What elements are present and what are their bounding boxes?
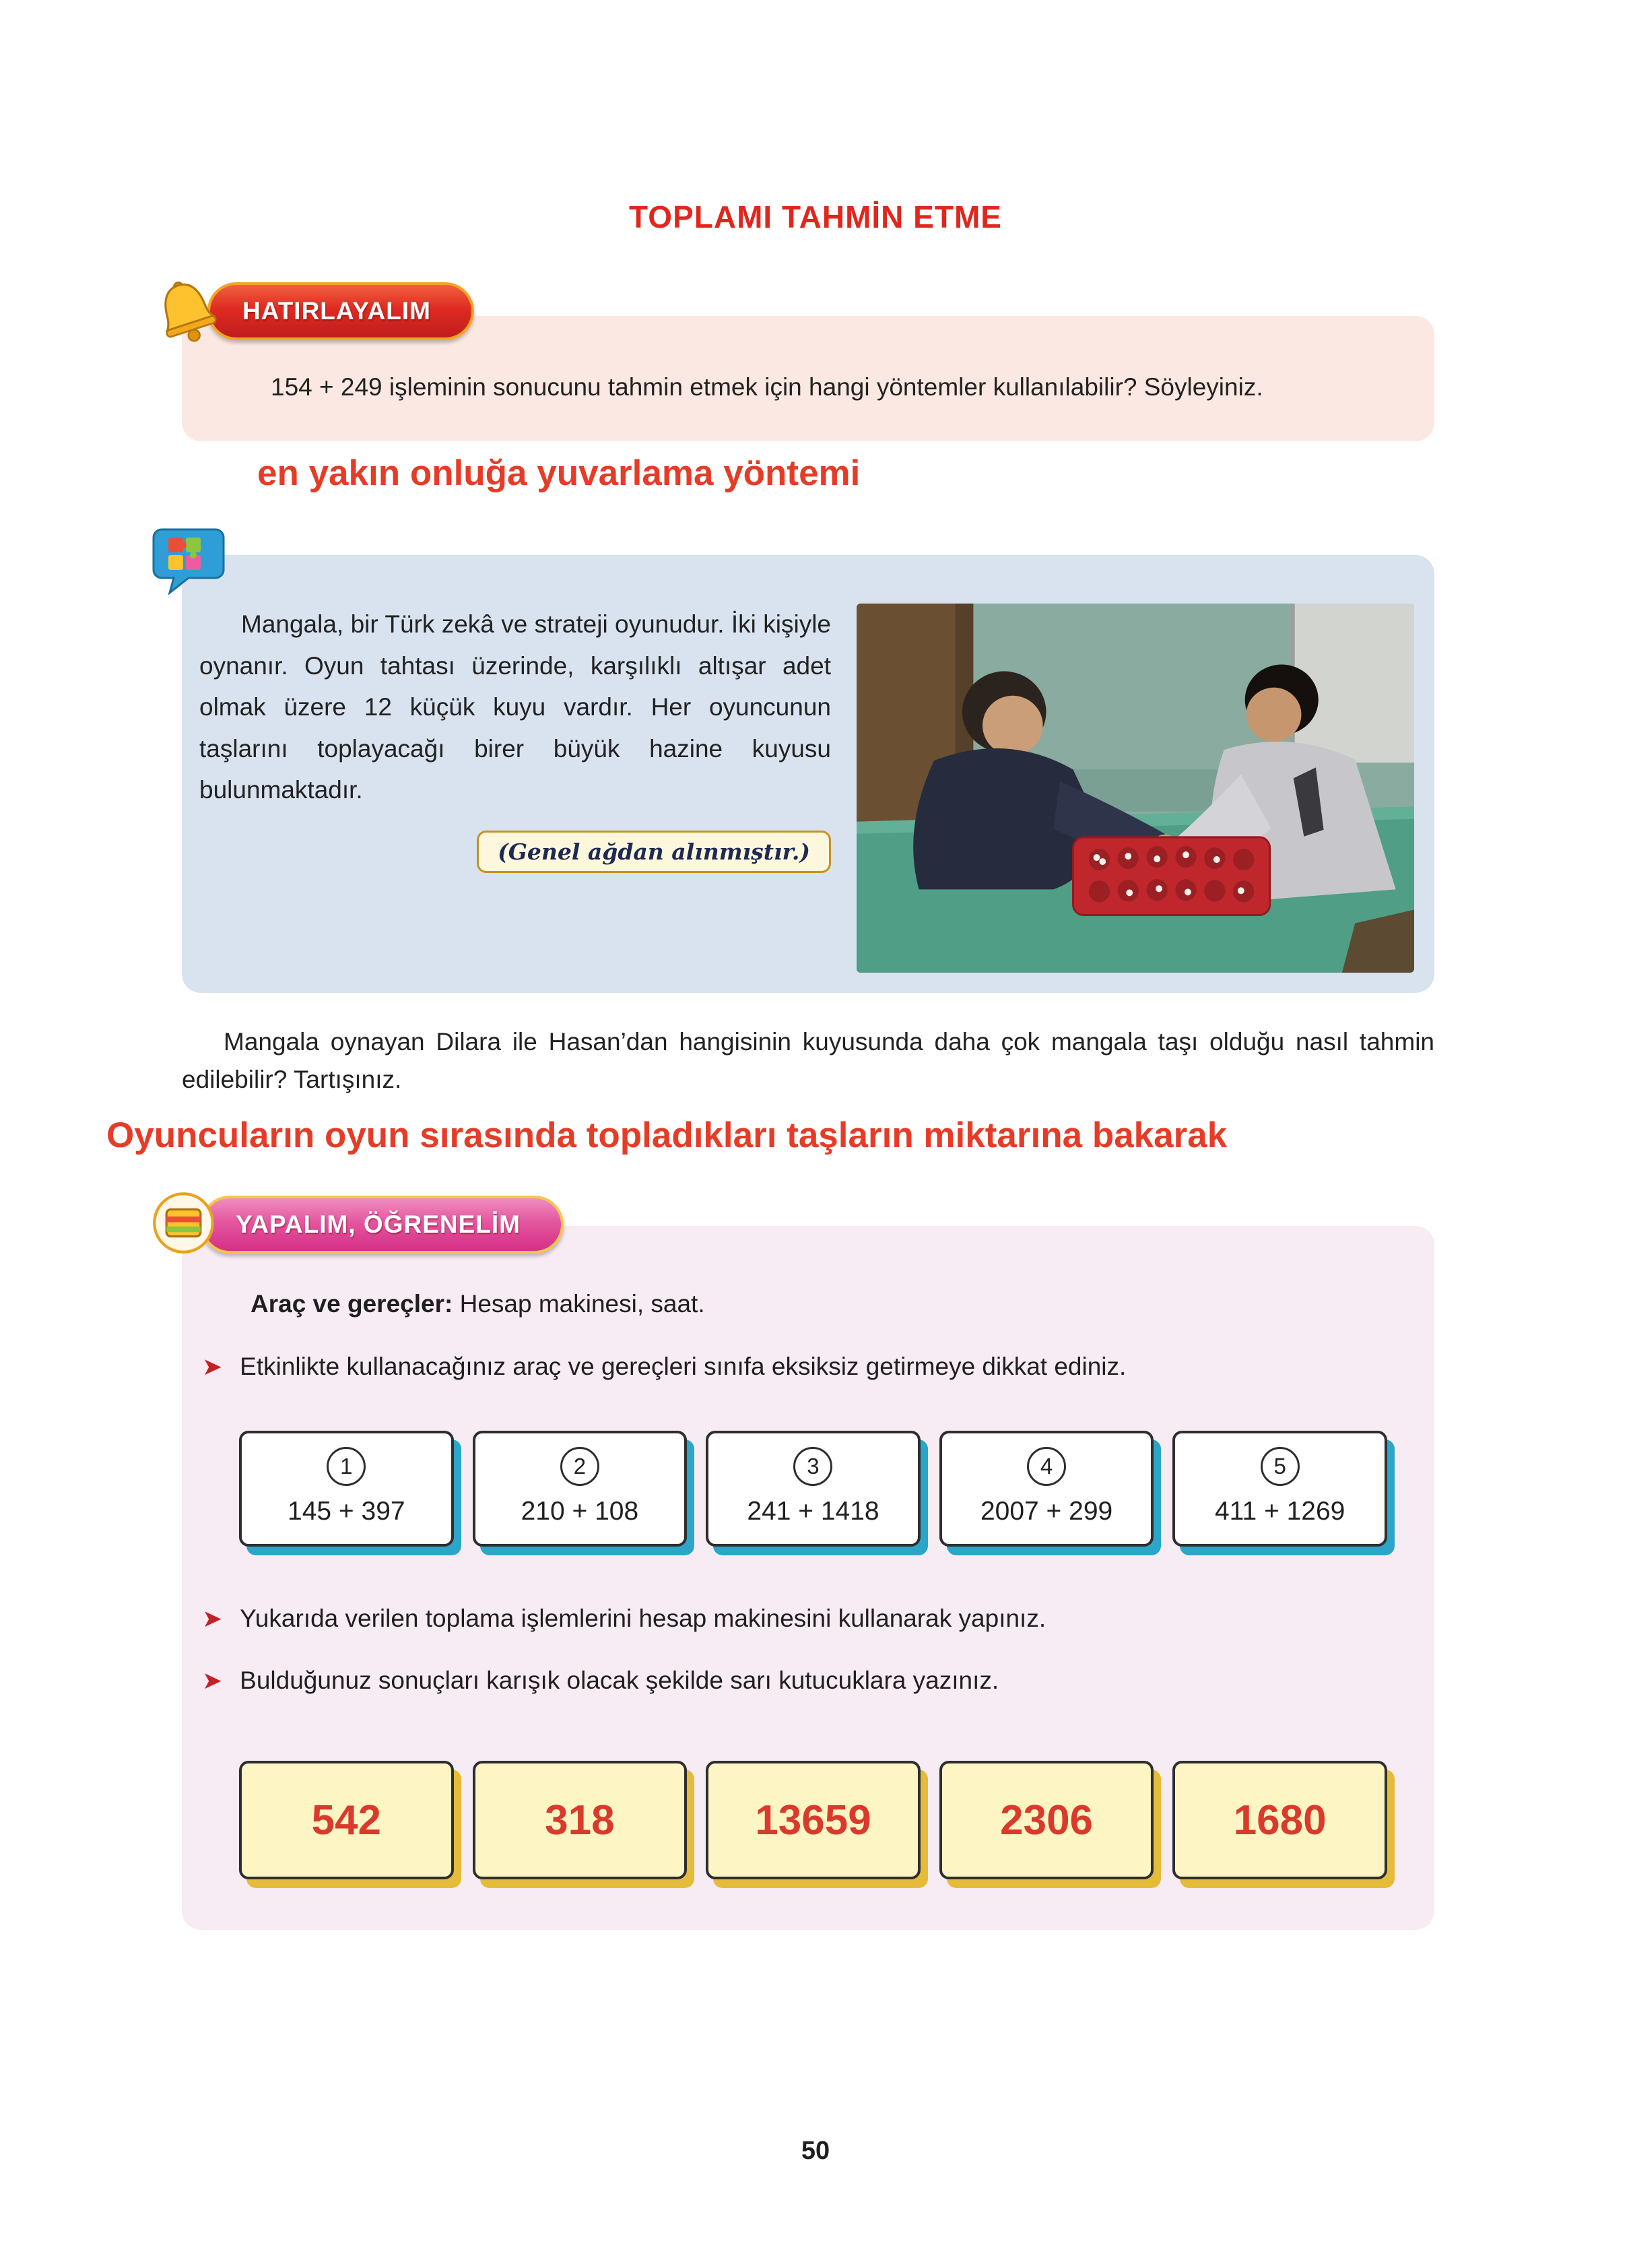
handwritten-mangala-answer: Oyuncuların oyun sırasında topladıkları taşların miktarına bakarak [106,1115,1228,1156]
bullet-text: Yukarıda verilen toplama işlemlerini hesap makinesini kullanarak yapınız. [240,1605,1046,1633]
problem-expression: 241 + 1418 [747,1497,879,1526]
handwritten-answer-value: 318 [545,1796,615,1844]
problem-expression: 210 + 108 [521,1497,639,1526]
activity-badge: YAPALIM, ÖĞRENELİM [201,1196,564,1254]
answer-box-3 [706,1761,921,1879]
problem-number: 3 [793,1447,832,1486]
answer-box-1 [239,1761,454,1879]
activity-badge-row [152,1191,1434,1258]
materials-label: Araç ve gereçler: [251,1290,453,1318]
bullet-item [202,1662,1407,1699]
problem-number: 4 [1027,1447,1066,1486]
mangala-photo [857,604,1414,973]
problem-expression: 411 + 1269 [1214,1497,1345,1526]
photo-caption-wrap [199,831,831,873]
problem-card-5 [1172,1431,1387,1547]
problem-expression: 145 + 397 [288,1497,405,1526]
mangala-paragraph: Mangala, bir Türk zekâ ve strateji oyunudur. İki kişiyle oynanır. Oyun tahtası üzerinde, karşılıklı altışar adet olmak üzere 12 küçük kuyu vardır. Her oyuncunun taşlarını toplayacağı birer büyük hazine kuyusu bulunmaktadır. [199,610,831,804]
page-title: TOPLAMI TAHMİN ETME [629,199,1002,234]
problem-card-4 [939,1431,1154,1547]
puzzle-speech-icon [149,523,230,604]
mangala-text-column [199,604,831,973]
handwritten-answer-value: 1680 [1233,1796,1327,1844]
bullet-text: Etkinlikte kullanacağınız araç ve gereçleri sınıfa eksiksiz getirmeye dikkat ediniz. [240,1353,1127,1381]
notebook-icon [152,1191,215,1258]
answer-box-4 [939,1761,1154,1879]
bullet-text: Bulduğunuz sonuçları karışık olacak şekilde sarı kutucuklara yazınız. [240,1666,999,1695]
bullet-item [202,1600,1407,1637]
remember-question: 154 + 249 işleminin sonucunu tahmin etmek için hangi yöntemler kullanılabilir? Söyleyiniz. [271,373,1263,401]
problem-card-3 [706,1431,921,1547]
remember-section [182,274,1434,496]
photo-caption: (Genel ağdan alınmıştır.) [477,831,831,873]
mangala-box [182,555,1434,993]
activity-section [182,1191,1434,1930]
page-content [106,274,1434,1930]
arrow-bullet-icon: ➤ [202,1666,223,1695]
answer-boxes [239,1761,1387,1879]
mangala-section [106,555,1434,1159]
remember-badge: HATIRLAYALIM [207,282,474,340]
handwritten-rounding-answer: en yakın onluğa yuvarlama yöntemi [257,453,861,493]
arrow-bullet-icon: ➤ [202,1353,223,1381]
problem-cards [239,1431,1387,1547]
bell-icon [152,274,222,348]
bullet-item [202,1349,1407,1385]
problem-expression: 2007 + 299 [980,1497,1113,1526]
remember-badge-row [152,274,1434,348]
handwritten-answer-value: 542 [311,1796,382,1844]
mangala-columns [199,604,1414,973]
problem-number: 2 [560,1447,599,1486]
activity-box [182,1226,1434,1930]
page-number: 50 [801,2137,830,2165]
problem-number: 5 [1261,1447,1300,1486]
problem-card-1 [239,1431,454,1547]
answer-box-5 [1172,1761,1387,1879]
materials-text: Hesap makinesi, saat. [459,1290,705,1318]
materials-line [251,1290,1407,1318]
handwritten-answer-value: 13659 [755,1796,871,1844]
problem-card-2 [473,1431,688,1547]
answer-box-2 [473,1761,688,1879]
handwritten-answer-value: 2306 [1000,1796,1094,1844]
arrow-bullet-icon: ➤ [202,1605,223,1633]
mangala-question: Mangala oynayan Dilara ile Hasan’dan hangisinin kuyusunda daha çok mangala taşı olduğu nasıl tahmin edilebilir? Tartışınız. [182,1028,1434,1093]
problem-number: 1 [327,1447,366,1486]
